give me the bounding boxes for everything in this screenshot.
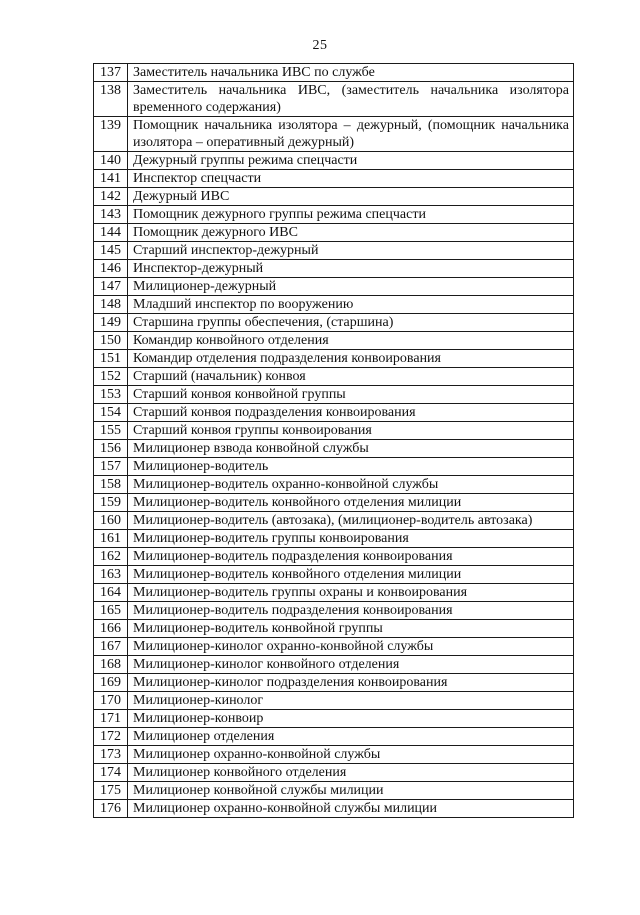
table-row xyxy=(94,476,574,494)
row-number: 170 xyxy=(94,692,128,710)
row-number: 167 xyxy=(94,638,128,656)
table-row xyxy=(94,296,574,314)
table-row xyxy=(94,422,574,440)
table-row xyxy=(94,350,574,368)
position-title: Старший конвоя конвойной группы xyxy=(128,386,574,404)
position-title: Милиционер охранно-конвойной службы xyxy=(128,746,574,764)
table-row xyxy=(94,206,574,224)
position-title: Милиционер отделения xyxy=(128,728,574,746)
table-row xyxy=(94,638,574,656)
position-title: Милиционер охранно-конвойной службы милиции xyxy=(128,800,574,818)
table-row xyxy=(94,782,574,800)
table-row xyxy=(94,440,574,458)
position-title: Милиционер конвойной службы милиции xyxy=(128,782,574,800)
table-row xyxy=(94,458,574,476)
row-number: 173 xyxy=(94,746,128,764)
row-number: 162 xyxy=(94,548,128,566)
row-number: 144 xyxy=(94,224,128,242)
table-row xyxy=(94,242,574,260)
table-row xyxy=(94,332,574,350)
position-title: Милиционер взвода конвойной службы xyxy=(128,440,574,458)
position-title: Заместитель начальника ИВС, (заместитель начальника изолятора временного содержания) xyxy=(128,82,574,117)
position-title: Дежурный группы режима спецчасти xyxy=(128,152,574,170)
position-title: Старший конвоя группы конвоирования xyxy=(128,422,574,440)
table-row xyxy=(94,278,574,296)
position-title: Инспектор спецчасти xyxy=(128,170,574,188)
table-row xyxy=(94,530,574,548)
row-number: 155 xyxy=(94,422,128,440)
row-number: 150 xyxy=(94,332,128,350)
position-title: Милиционер-водитель подразделения конвоирования xyxy=(128,602,574,620)
table-row xyxy=(94,64,574,82)
table-row xyxy=(94,674,574,692)
row-number: 145 xyxy=(94,242,128,260)
table-row xyxy=(94,188,574,206)
position-title: Милиционер-кинолог охранно-конвойной службы xyxy=(128,638,574,656)
position-title: Милиционер-дежурный xyxy=(128,278,574,296)
table-row xyxy=(94,512,574,530)
row-number: 143 xyxy=(94,206,128,224)
row-number: 172 xyxy=(94,728,128,746)
row-number: 166 xyxy=(94,620,128,638)
row-number: 175 xyxy=(94,782,128,800)
table-row xyxy=(94,152,574,170)
position-title: Милиционер-водитель xyxy=(128,458,574,476)
table-row xyxy=(94,800,574,818)
row-number: 154 xyxy=(94,404,128,422)
positions-table-body xyxy=(94,64,574,818)
table-row xyxy=(94,602,574,620)
row-number: 148 xyxy=(94,296,128,314)
row-number: 146 xyxy=(94,260,128,278)
row-number: 165 xyxy=(94,602,128,620)
position-title: Старший инспектор-дежурный xyxy=(128,242,574,260)
position-title: Милиционер конвойного отделения xyxy=(128,764,574,782)
row-number: 158 xyxy=(94,476,128,494)
row-number: 156 xyxy=(94,440,128,458)
position-title: Милиционер-водитель охранно-конвойной службы xyxy=(128,476,574,494)
table-row xyxy=(94,710,574,728)
row-number: 141 xyxy=(94,170,128,188)
position-title: Милиционер-кинолог конвойного отделения xyxy=(128,656,574,674)
position-title: Командир конвойного отделения xyxy=(128,332,574,350)
row-number: 152 xyxy=(94,368,128,386)
row-number: 137 xyxy=(94,64,128,82)
table-row xyxy=(94,82,574,117)
table-row xyxy=(94,620,574,638)
row-number: 164 xyxy=(94,584,128,602)
table-row xyxy=(94,170,574,188)
position-title: Милиционер-водитель конвойного отделения милиции xyxy=(128,566,574,584)
position-title: Помощник дежурного ИВС xyxy=(128,224,574,242)
table-row xyxy=(94,224,574,242)
row-number: 176 xyxy=(94,800,128,818)
table-row xyxy=(94,692,574,710)
row-number: 139 xyxy=(94,117,128,152)
position-title: Старший (начальник) конвоя xyxy=(128,368,574,386)
position-title: Заместитель начальника ИВС по службе xyxy=(128,64,574,82)
table-row xyxy=(94,584,574,602)
row-number: 140 xyxy=(94,152,128,170)
table-row xyxy=(94,566,574,584)
row-number: 160 xyxy=(94,512,128,530)
position-title: Милиционер-конвоир xyxy=(128,710,574,728)
row-number: 163 xyxy=(94,566,128,584)
positions-table xyxy=(93,63,574,818)
position-title: Милиционер-кинолог xyxy=(128,692,574,710)
position-title: Младший инспектор по вооружению xyxy=(128,296,574,314)
table-row xyxy=(94,260,574,278)
position-title: Милиционер-водитель конвойной группы xyxy=(128,620,574,638)
position-title: Помощник дежурного группы режима спецчасти xyxy=(128,206,574,224)
row-number: 138 xyxy=(94,82,128,117)
row-number: 149 xyxy=(94,314,128,332)
row-number: 147 xyxy=(94,278,128,296)
position-title: Командир отделения подразделения конвоирования xyxy=(128,350,574,368)
row-number: 159 xyxy=(94,494,128,512)
row-number: 168 xyxy=(94,656,128,674)
table-row xyxy=(94,746,574,764)
position-title: Милиционер-водитель конвойного отделения милиции xyxy=(128,494,574,512)
position-title: Инспектор-дежурный xyxy=(128,260,574,278)
row-number: 157 xyxy=(94,458,128,476)
row-number: 174 xyxy=(94,764,128,782)
table-row xyxy=(94,764,574,782)
row-number: 153 xyxy=(94,386,128,404)
page-number: 25 xyxy=(312,38,328,53)
table-row xyxy=(94,656,574,674)
row-number: 142 xyxy=(94,188,128,206)
table-row xyxy=(94,548,574,566)
table-row xyxy=(94,368,574,386)
table-row xyxy=(94,404,574,422)
position-title: Милиционер-водитель группы охраны и конвоирования xyxy=(128,584,574,602)
row-number: 161 xyxy=(94,530,128,548)
row-number: 169 xyxy=(94,674,128,692)
position-title: Старшина группы обеспечения, (старшина) xyxy=(128,314,574,332)
position-title: Помощник начальника изолятора – дежурный, (помощник начальника изолятора – оперативный дежурный) xyxy=(128,117,574,152)
position-title: Дежурный ИВС xyxy=(128,188,574,206)
table-row xyxy=(94,728,574,746)
position-title: Милиционер-водитель (автозака), (милиционер-водитель автозака) xyxy=(128,512,574,530)
table-row xyxy=(94,386,574,404)
position-title: Милиционер-водитель подразделения конвоирования xyxy=(128,548,574,566)
row-number: 171 xyxy=(94,710,128,728)
table-row xyxy=(94,494,574,512)
table-row xyxy=(94,117,574,152)
position-title: Милиционер-кинолог подразделения конвоирования xyxy=(128,674,574,692)
table-row xyxy=(94,314,574,332)
position-title: Милиционер-водитель группы конвоирования xyxy=(128,530,574,548)
row-number: 151 xyxy=(94,350,128,368)
position-title: Старший конвоя подразделения конвоирования xyxy=(128,404,574,422)
